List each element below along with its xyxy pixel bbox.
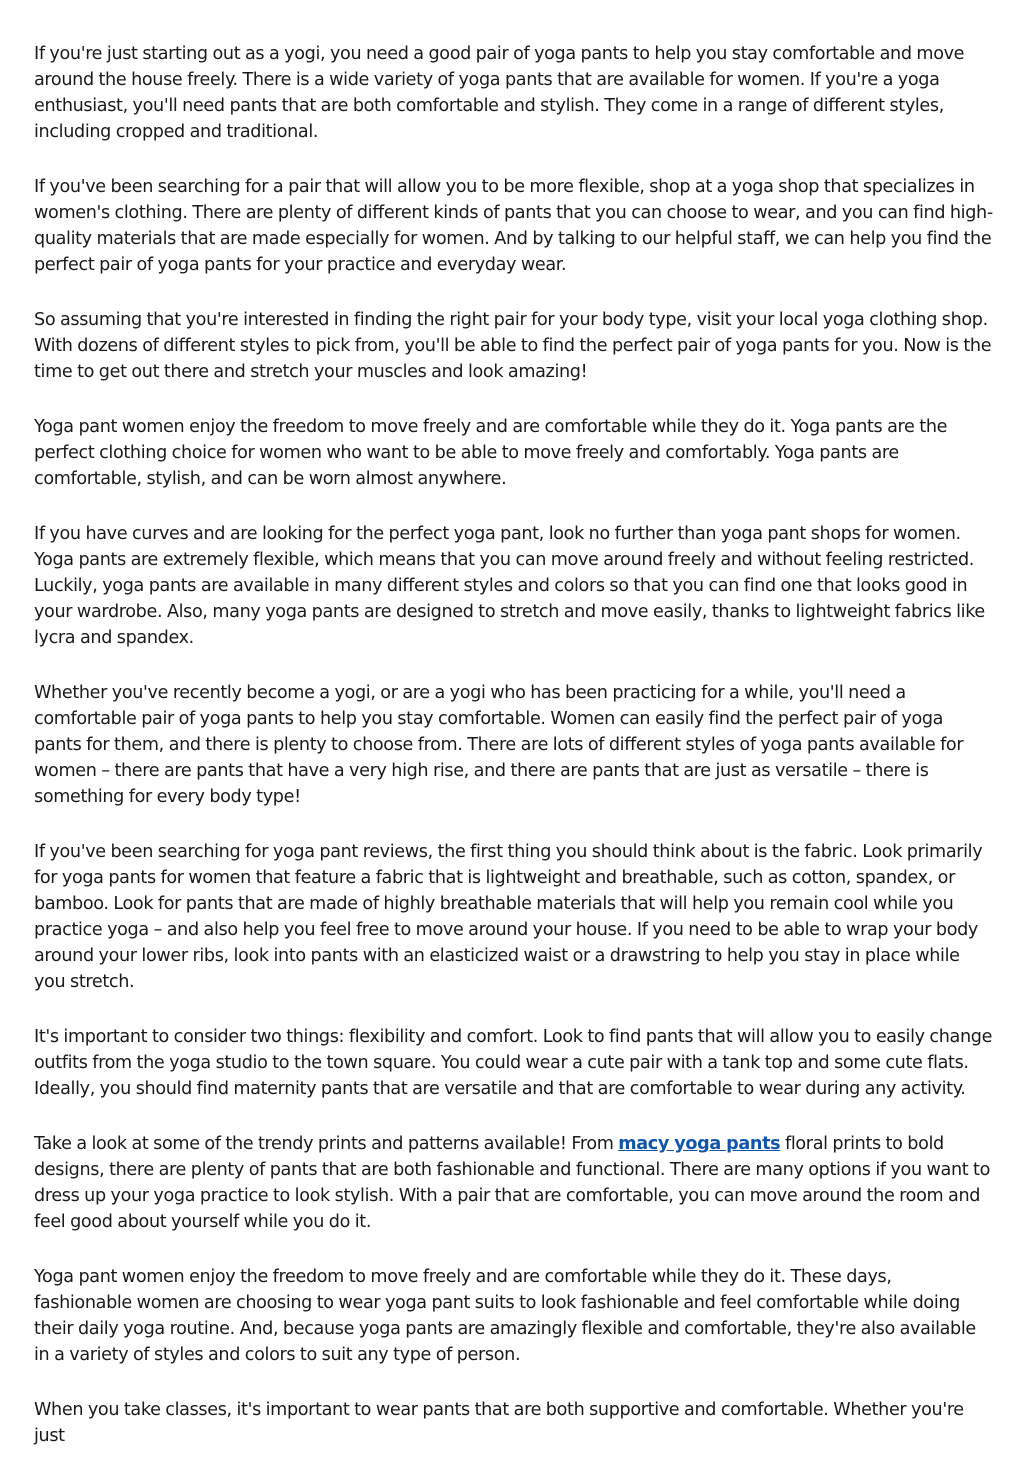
paragraph-8: It's important to consider two things: flexibility and comfort. Look to find pants that will allow you to easily change outfits from the yoga studio to the town square. You could wear a cute pair with a tank top and some cute flats. Ideally, you should find maternity pants that are versatile and that are comfortable to wear during any activity. — [34, 1027, 993, 1099]
paragraph-11: When you take classes, it's important to wear pants that are both supportive and comfortable. Whether you're just — [34, 1400, 964, 1446]
paragraph-7: If you've been searching for yoga pant reviews, the first thing you should think about is the fabric. Look primarily for yoga pants for women that feature a fabric that is lightweight and breathable, such as cotton, spandex, or bamboo. Look for pants that are made of highly breathable materials that will help you remain cool while you practice yoga – and also help you feel free to move around your house. If you need to be able to wrap your body around your lower ribs, look into pants with an elasticized waist or a drawstring to help you stay in place while you stretch. — [34, 842, 983, 992]
paragraph-9-text-after: floral prints to bold designs, there are plenty of pants that are both fashionable and functional. There are many options if you want to dress up your yoga practice to look stylish. With a pair that are comfortable, you can move around the room and feel good about yourself while you do it. — [34, 1134, 991, 1232]
paragraph-4: Yoga pant women enjoy the freedom to move freely and are comfortable while they do it. Yoga pants are the perfect clothing choice for women who want to be able to move freely and comfortably. Yoga pants are comfortable, stylish, and can be worn almost anywhere. — [34, 417, 948, 489]
paragraph-3: So assuming that you're interested in finding the right pair for your body type, visit your local yoga clothing shop. With dozens of different styles to pick from, you'll be able to find the perfect pair of yoga pants for you. Now is the time to get out there and stretch your muscles and look amazing! — [34, 310, 992, 382]
paragraph-2: If you've been searching for a pair that will allow you to be more flexible, shop at a yoga shop that specializes in women's clothing. There are plenty of different kinds of pants that you can choose to wear, and you can find high-quality materials that are made especially for women. And by talking to our helpful staff, we can help you find the perfect pair of yoga pants for your practice and everyday wear. — [34, 177, 993, 275]
paragraph-9-text-before: Take a look at some of the trendy prints and patterns available! From — [34, 1134, 619, 1154]
paragraph-1: If you're just starting out as a yogi, you need a good pair of yoga pants to help you stay comfortable and move around the house freely. There is a wide variety of yoga pants that are available for women. If you're a yoga enthusiast, you'll need pants that are both comfortable and stylish. They come in a range of different styles, including cropped and traditional. — [34, 44, 965, 142]
paragraph-6: Whether you've recently become a yogi, or are a yogi who has been practicing for a while, you'll need a comfortable pair of yoga pants to help you stay comfortable. Women can easily find the perfect pair of yoga pants for them, and there is plenty to choose from. There are lots of different styles of yoga pants available for women – there are pants that have a very high rise, and there are pants that are just as versatile – there is something for every body type! — [34, 683, 964, 807]
article-body — [34, 41, 994, 1478]
paragraph-10: Yoga pant women enjoy the freedom to move freely and are comfortable while they do it. These days, fashionable women are choosing to wear yoga pant suits to look fashionable and feel comfortable while doing their daily yoga routine. And, because yoga pants are amazingly flexible and comfortable, they're also available in a variety of styles and colors to suit any type of person. — [34, 1267, 976, 1365]
macy-yoga-pants-link[interactable]: macy yoga pants — [618, 1134, 781, 1154]
paragraph-9-with-link — [34, 1131, 994, 1235]
paragraph-5: If you have curves and are looking for the perfect yoga pant, look no further than yoga pant shops for women. Yoga pants are extremely flexible, which means that you can move around freely and without feeling restricted. Luckily, yoga pants are available in many different styles and colors so that you can find one that looks good in your wardrobe. Also, many yoga pants are designed to stretch and move easily, thanks to lightweight fabrics like lycra and spandex. — [34, 524, 985, 648]
